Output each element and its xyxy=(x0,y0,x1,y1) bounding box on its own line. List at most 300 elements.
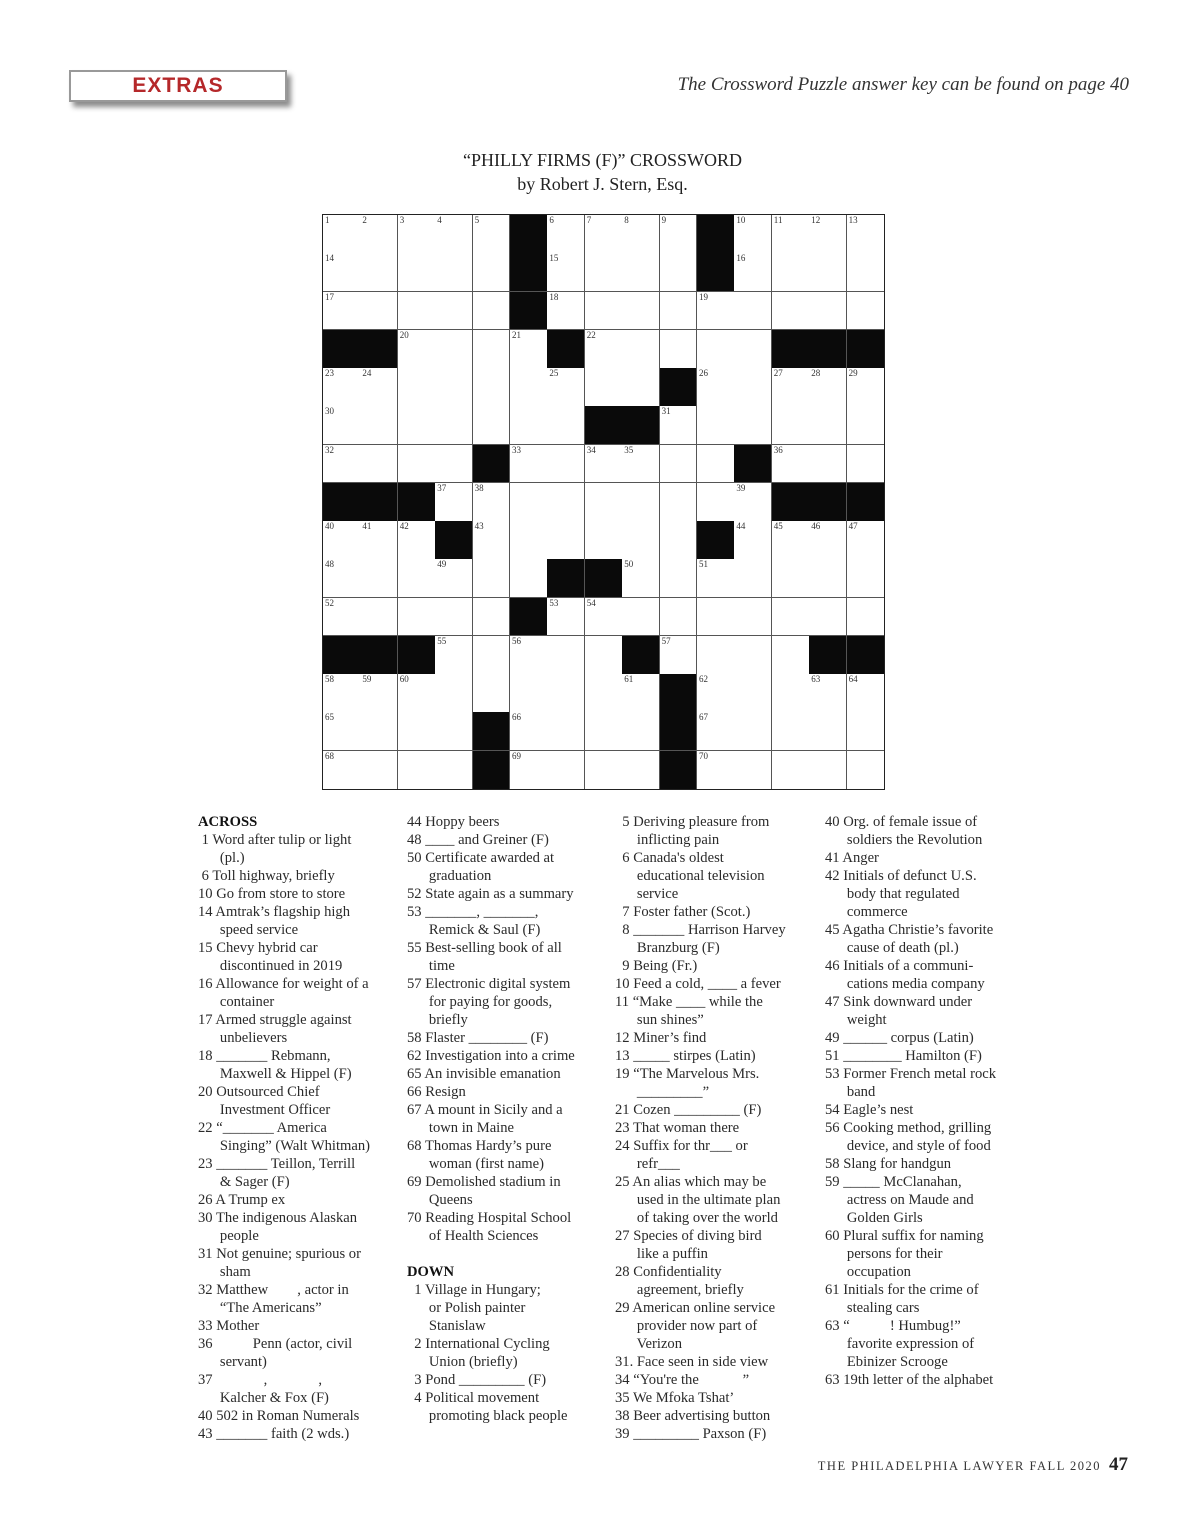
grid-block-cell xyxy=(660,368,698,407)
cell-number: 66 xyxy=(512,712,521,723)
grid-cell[interactable] xyxy=(473,521,511,560)
grid-cell[interactable] xyxy=(360,406,398,445)
cell-number: 53 xyxy=(549,597,559,608)
grid-cell[interactable] xyxy=(547,292,585,331)
grid-cell[interactable] xyxy=(547,521,585,560)
grid-cell[interactable] xyxy=(360,521,398,560)
grid-cell[interactable] xyxy=(360,215,398,254)
clue-line: 57 Electronic digital system xyxy=(407,976,571,992)
cell-number: 29 xyxy=(848,368,858,379)
grid-cell[interactable] xyxy=(809,751,847,789)
grid-cell[interactable] xyxy=(622,292,660,331)
grid-cell[interactable] xyxy=(585,445,623,484)
grid-cell[interactable] xyxy=(772,406,810,445)
grid-cell[interactable] xyxy=(360,751,398,789)
grid-cell[interactable] xyxy=(547,712,585,751)
cell-number: 43 xyxy=(474,521,484,532)
grid-cell[interactable] xyxy=(585,253,623,292)
grid-cell[interactable] xyxy=(622,712,660,751)
grid-cell[interactable] xyxy=(734,406,772,445)
clue-line: favorite expression of xyxy=(825,1336,975,1352)
grid-cell[interactable] xyxy=(772,292,810,331)
clue-line: occupation xyxy=(825,1264,911,1280)
cell-number: 14 xyxy=(325,253,334,264)
grid-cell[interactable] xyxy=(473,598,511,637)
grid-cell[interactable] xyxy=(772,674,810,713)
grid-cell[interactable] xyxy=(323,445,361,484)
grid-cell[interactable] xyxy=(772,598,810,637)
grid-cell[interactable] xyxy=(360,445,398,484)
grid-cell[interactable] xyxy=(473,253,511,292)
clue-line: 63 19th letter of the alphabet xyxy=(825,1372,994,1388)
clue-line: like a puffin xyxy=(615,1246,708,1262)
grid-cell[interactable] xyxy=(809,598,847,637)
grid-cell[interactable] xyxy=(847,368,884,407)
clue-line: briefly xyxy=(407,1012,468,1028)
clue-line: persons for their xyxy=(825,1246,943,1262)
grid-cell[interactable] xyxy=(398,559,436,598)
clue-line xyxy=(407,1245,612,1263)
grid-cell[interactable] xyxy=(660,483,698,522)
clue-line: 62 Investigation into a crime xyxy=(407,1048,575,1064)
cell-number: 15 xyxy=(549,253,559,264)
clue-line: 40 Org. of female issue of xyxy=(825,814,978,830)
grid-cell[interactable] xyxy=(323,292,361,331)
cell-number: 65 xyxy=(325,712,334,723)
grid-cell[interactable] xyxy=(772,368,810,407)
grid-cell[interactable] xyxy=(547,406,585,445)
grid-block-cell xyxy=(697,521,735,560)
grid-cell[interactable] xyxy=(398,445,436,484)
clue-line: 24 Suffix for thr___ or xyxy=(615,1138,748,1154)
grid-cell[interactable] xyxy=(847,559,884,598)
clue-line: 51 ________ Hamilton (F) xyxy=(825,1048,982,1064)
cell-number: 4 xyxy=(437,215,442,225)
clue-line: Kalcher & Fox (F) xyxy=(198,1390,329,1406)
grid-cell[interactable] xyxy=(809,712,847,751)
grid-cell[interactable] xyxy=(398,253,436,292)
grid-block-cell xyxy=(847,636,884,675)
cell-number: 51 xyxy=(699,559,708,570)
cell-number: 32 xyxy=(325,444,334,455)
grid-cell[interactable] xyxy=(622,751,660,789)
grid-cell[interactable] xyxy=(473,215,511,254)
grid-cell[interactable] xyxy=(734,636,772,675)
grid-cell[interactable] xyxy=(772,712,810,751)
clue-line: 58 Flaster ________ (F) xyxy=(407,1030,549,1046)
grid-cell[interactable] xyxy=(323,751,361,789)
cell-number: 56 xyxy=(512,635,521,646)
grid-cell[interactable] xyxy=(585,751,623,789)
clue-line: 39 _________ Paxson (F) xyxy=(615,1426,767,1442)
grid-cell[interactable] xyxy=(734,712,772,751)
grid-cell[interactable] xyxy=(473,483,511,522)
grid-cell[interactable] xyxy=(809,674,847,713)
clue-line: & Sager (F) xyxy=(198,1174,290,1190)
grid-cell[interactable] xyxy=(734,559,772,598)
grid-cell[interactable] xyxy=(622,674,660,713)
clue-line: 28 Confidentiality xyxy=(615,1264,722,1280)
grid-block-cell xyxy=(547,330,585,369)
grid-cell[interactable] xyxy=(585,292,623,331)
grid-cell[interactable] xyxy=(809,559,847,598)
grid-cell[interactable] xyxy=(510,636,548,675)
grid-cell[interactable] xyxy=(660,406,698,445)
clue-line: time xyxy=(407,958,455,974)
grid-cell[interactable] xyxy=(697,598,735,637)
grid-cell[interactable] xyxy=(435,559,473,598)
grid-block-cell xyxy=(809,483,847,522)
grid-cell[interactable] xyxy=(622,445,660,484)
grid-cell[interactable] xyxy=(660,215,698,254)
clue-line: 3 Pond _________ (F) xyxy=(407,1372,547,1388)
grid-cell[interactable] xyxy=(510,406,548,445)
grid-cell[interactable] xyxy=(809,253,847,292)
grid-cell[interactable] xyxy=(697,445,735,484)
grid-cell[interactable] xyxy=(772,751,810,789)
clue-line: commerce xyxy=(825,904,908,920)
cell-number: 68 xyxy=(325,750,334,761)
grid-cell[interactable] xyxy=(847,521,884,560)
grid-cell[interactable] xyxy=(510,712,548,751)
grid-cell[interactable] xyxy=(697,292,735,331)
grid-cell[interactable] xyxy=(847,674,884,713)
grid-cell[interactable] xyxy=(847,215,884,254)
grid-cell[interactable] xyxy=(622,215,660,254)
grid-cell[interactable] xyxy=(622,253,660,292)
grid-cell[interactable] xyxy=(547,445,585,484)
clue-line: 23 That woman there xyxy=(615,1120,740,1136)
grid-cell[interactable] xyxy=(398,598,436,637)
grid-cell[interactable] xyxy=(323,674,361,713)
grid-cell[interactable] xyxy=(360,253,398,292)
grid-cell[interactable] xyxy=(660,559,698,598)
grid-cell[interactable] xyxy=(473,674,511,713)
grid-cell[interactable] xyxy=(734,674,772,713)
grid-cell[interactable] xyxy=(585,674,623,713)
grid-cell[interactable] xyxy=(622,598,660,637)
grid-cell[interactable] xyxy=(847,253,884,292)
grid-cell[interactable] xyxy=(734,330,772,369)
grid-cell[interactable] xyxy=(435,215,473,254)
clue-line: Ebinizer Scrooge xyxy=(825,1354,948,1370)
cell-number: 40 xyxy=(325,521,334,532)
clue-line: 1 Village in Hungary; xyxy=(407,1282,541,1298)
grid-cell[interactable] xyxy=(398,521,436,560)
grid-cell[interactable] xyxy=(622,368,660,407)
grid-cell[interactable] xyxy=(734,368,772,407)
grid-cell[interactable] xyxy=(697,712,735,751)
grid-cell[interactable] xyxy=(585,598,623,637)
grid-cell[interactable] xyxy=(398,330,436,369)
cell-number: 47 xyxy=(848,521,858,532)
grid-cell[interactable] xyxy=(360,674,398,713)
clue-line: of Health Sciences xyxy=(407,1228,539,1244)
grid-cell[interactable] xyxy=(585,483,623,522)
clue-line: 15 Chevy hybrid car xyxy=(198,940,318,956)
grid-cell[interactable] xyxy=(547,483,585,522)
grid-cell[interactable] xyxy=(847,292,884,331)
grid-cell[interactable] xyxy=(697,559,735,598)
clue-line: 11 “Make ____ while the xyxy=(615,994,763,1010)
grid-cell[interactable] xyxy=(697,483,735,522)
clue-line: sun shines” xyxy=(615,1012,704,1028)
grid-cell[interactable] xyxy=(323,253,361,292)
grid-cell[interactable] xyxy=(547,598,585,637)
clue-line: Verizon xyxy=(615,1336,683,1352)
grid-cell[interactable] xyxy=(547,253,585,292)
grid-cell[interactable] xyxy=(809,215,847,254)
cell-number: 13 xyxy=(848,215,858,225)
clue-line: 31. Face seen in side view xyxy=(615,1354,769,1370)
grid-cell[interactable] xyxy=(323,559,361,598)
grid-cell[interactable] xyxy=(398,751,436,789)
clue-column-1 xyxy=(198,813,398,1443)
grid-block-cell xyxy=(622,406,660,445)
grid-cell[interactable] xyxy=(323,712,361,751)
grid-block-cell xyxy=(473,712,511,751)
clue-line: speed service xyxy=(198,922,299,938)
grid-cell[interactable] xyxy=(398,215,436,254)
grid-cell[interactable] xyxy=(660,292,698,331)
grid-cell[interactable] xyxy=(435,368,473,407)
grid-cell[interactable] xyxy=(547,368,585,407)
clue-line: 54 Eagle’s nest xyxy=(825,1102,914,1118)
grid-cell[interactable] xyxy=(585,636,623,675)
cell-number: 69 xyxy=(512,750,521,761)
grid-cell[interactable] xyxy=(660,330,698,369)
puzzle-title: “PHILLY FIRMS (F)” CROSSWORD xyxy=(462,150,743,170)
grid-cell[interactable] xyxy=(809,292,847,331)
grid-cell[interactable] xyxy=(772,253,810,292)
grid-cell[interactable] xyxy=(734,751,772,789)
grid-cell[interactable] xyxy=(622,559,660,598)
grid-cell[interactable] xyxy=(323,215,361,254)
clue-line: 13 _____ stirpes (Latin) xyxy=(615,1048,756,1064)
grid-cell[interactable] xyxy=(847,406,884,445)
grid-cell[interactable] xyxy=(473,406,511,445)
grid-cell[interactable] xyxy=(398,674,436,713)
cell-number: 19 xyxy=(699,291,708,302)
cell-number: 42 xyxy=(399,521,409,532)
grid-cell[interactable] xyxy=(585,521,623,560)
clue-line: servant) xyxy=(198,1354,267,1370)
clue-line: 26 A Trump ex xyxy=(198,1192,286,1208)
grid-cell[interactable] xyxy=(585,712,623,751)
grid-cell[interactable] xyxy=(323,406,361,445)
grid-block-cell xyxy=(660,674,698,713)
clue-line: 61 Initials for the crime of xyxy=(825,1282,979,1298)
grid-cell[interactable] xyxy=(473,330,511,369)
clue-line: 44 Hoppy beers xyxy=(407,814,500,830)
clue-line: “The Americans” xyxy=(198,1300,322,1316)
cell-number: 27 xyxy=(773,368,783,379)
grid-cell[interactable] xyxy=(360,598,398,637)
grid-cell[interactable] xyxy=(697,406,735,445)
grid-cell[interactable] xyxy=(473,368,511,407)
grid-block-cell xyxy=(547,559,585,598)
grid-cell[interactable] xyxy=(510,330,548,369)
grid-cell[interactable] xyxy=(622,521,660,560)
grid-cell[interactable] xyxy=(473,559,511,598)
cell-number: 5 xyxy=(474,215,480,225)
grid-cell[interactable] xyxy=(435,483,473,522)
clue-line: educational television xyxy=(615,868,765,884)
grid-cell[interactable] xyxy=(435,674,473,713)
clue-line: 40 502 in Roman Numerals xyxy=(198,1408,360,1424)
cell-number: 52 xyxy=(325,597,334,608)
clue-line: refr___ xyxy=(615,1156,680,1172)
clue-line: 53 Former French metal rock xyxy=(825,1066,997,1082)
grid-block-cell xyxy=(510,598,548,637)
grid-cell[interactable] xyxy=(360,712,398,751)
grid-cell[interactable] xyxy=(510,674,548,713)
grid-cell[interactable] xyxy=(585,330,623,369)
grid-cell[interactable] xyxy=(510,751,548,789)
cell-number: 34 xyxy=(586,444,596,455)
cell-number: 10 xyxy=(736,215,746,225)
grid-cell[interactable] xyxy=(622,483,660,522)
grid-cell[interactable] xyxy=(435,292,473,331)
grid-cell[interactable] xyxy=(585,215,623,254)
grid-cell[interactable] xyxy=(585,368,623,407)
cell-number: 49 xyxy=(437,559,447,570)
section-tab xyxy=(69,70,287,102)
puzzle-byline: by Robert J. Stern, Esq. xyxy=(517,174,688,194)
grid-cell[interactable] xyxy=(697,368,735,407)
grid-cell[interactable] xyxy=(734,521,772,560)
grid-cell[interactable] xyxy=(772,521,810,560)
grid-cell[interactable] xyxy=(660,445,698,484)
grid-cell[interactable] xyxy=(360,368,398,407)
cell-number: 28 xyxy=(811,368,821,379)
grid-cell[interactable] xyxy=(734,598,772,637)
cell-number: 26 xyxy=(699,368,708,379)
down-heading: DOWN xyxy=(407,1264,455,1280)
grid-cell[interactable] xyxy=(473,636,511,675)
clue-line: body that regulated xyxy=(825,886,960,902)
clue-line: 23 _______ Teillon, Terrill xyxy=(198,1156,356,1172)
grid-cell[interactable] xyxy=(510,445,548,484)
clue-line: town in Maine xyxy=(407,1120,515,1136)
grid-cell[interactable] xyxy=(660,598,698,637)
grid-cell[interactable] xyxy=(398,712,436,751)
cell-number: 61 xyxy=(624,674,634,685)
clue-line: 22 “_______ America xyxy=(198,1120,327,1136)
page-footer xyxy=(818,1454,1128,1476)
grid-cell[interactable] xyxy=(510,559,548,598)
cell-number: 20 xyxy=(399,329,409,340)
grid-cell[interactable] xyxy=(435,712,473,751)
clue-line: Remick & Saul (F) xyxy=(407,922,541,938)
grid-cell[interactable] xyxy=(660,253,698,292)
grid-cell[interactable] xyxy=(435,253,473,292)
clue-line: cause of death (pl.) xyxy=(825,940,959,956)
grid-cell[interactable] xyxy=(734,215,772,254)
grid-block-cell xyxy=(660,751,698,789)
grid-cell[interactable] xyxy=(323,521,361,560)
cell-number: 50 xyxy=(624,559,634,570)
grid-cell[interactable] xyxy=(547,636,585,675)
grid-cell[interactable] xyxy=(772,445,810,484)
grid-cell[interactable] xyxy=(435,751,473,789)
grid-cell[interactable] xyxy=(847,712,884,751)
clue-line: 68 Thomas Hardy’s pure xyxy=(407,1138,552,1154)
grid-cell[interactable] xyxy=(323,368,361,407)
grid-cell[interactable] xyxy=(697,751,735,789)
clue-line: provider now part of xyxy=(615,1318,758,1334)
clue-line: 14 Amtrak’s flagship high xyxy=(198,904,351,920)
grid-block-cell xyxy=(473,751,511,789)
cell-number: 38 xyxy=(474,482,484,493)
grid-cell[interactable] xyxy=(809,521,847,560)
clue-line: 43 _______ faith (2 wds.) xyxy=(198,1426,350,1442)
clue-line: 37 , , xyxy=(198,1372,323,1388)
grid-cell[interactable] xyxy=(847,751,884,789)
grid-cell[interactable] xyxy=(360,292,398,331)
grid-cell[interactable] xyxy=(734,292,772,331)
grid-cell[interactable] xyxy=(398,368,436,407)
clue-line: 55 Best-selling book of all xyxy=(407,940,562,956)
grid-cell[interactable] xyxy=(622,330,660,369)
grid-cell[interactable] xyxy=(547,674,585,713)
clue-line: 42 Initials of defunct U.S. xyxy=(825,868,977,884)
grid-cell[interactable] xyxy=(510,521,548,560)
cell-number: 24 xyxy=(362,368,372,379)
grid-cell[interactable] xyxy=(772,559,810,598)
clue-line: 32 Matthew , actor in xyxy=(198,1282,349,1298)
grid-cell[interactable] xyxy=(473,292,511,331)
grid-block-cell xyxy=(360,636,398,675)
grid-cell[interactable] xyxy=(510,368,548,407)
cell-number: 37 xyxy=(437,482,447,493)
grid-cell[interactable] xyxy=(809,368,847,407)
cell-number: 7 xyxy=(586,215,592,225)
grid-cell[interactable] xyxy=(435,406,473,445)
grid-cell[interactable] xyxy=(660,636,698,675)
grid-block-cell xyxy=(435,521,473,560)
grid-cell[interactable] xyxy=(847,598,884,637)
grid-cell[interactable] xyxy=(772,636,810,675)
grid-cell[interactable] xyxy=(398,406,436,445)
grid-cell[interactable] xyxy=(809,445,847,484)
grid-cell[interactable] xyxy=(435,636,473,675)
clue-line: 59 _____ McClanahan, xyxy=(825,1174,962,1190)
grid-cell[interactable] xyxy=(360,559,398,598)
grid-cell[interactable] xyxy=(398,292,436,331)
grid-cell[interactable] xyxy=(734,483,772,522)
clue-line: 49 ______ corpus (Latin) xyxy=(825,1030,974,1046)
grid-cell[interactable] xyxy=(660,521,698,560)
grid-cell[interactable] xyxy=(547,215,585,254)
grid-cell[interactable] xyxy=(435,445,473,484)
grid-cell[interactable] xyxy=(847,445,884,484)
grid-cell[interactable] xyxy=(697,330,735,369)
grid-cell[interactable] xyxy=(547,751,585,789)
grid-cell[interactable] xyxy=(734,253,772,292)
grid-cell[interactable] xyxy=(809,406,847,445)
cell-number: 11 xyxy=(773,215,783,225)
grid-cell[interactable] xyxy=(323,598,361,637)
clue-line: 8 _______ Harrison Harvey xyxy=(615,922,786,938)
grid-cell[interactable] xyxy=(510,483,548,522)
grid-cell[interactable] xyxy=(772,215,810,254)
grid-cell[interactable] xyxy=(697,636,735,675)
grid-cell[interactable] xyxy=(435,598,473,637)
cell-number: 17 xyxy=(325,291,334,302)
grid-cell[interactable] xyxy=(697,674,735,713)
grid-cell[interactable] xyxy=(435,330,473,369)
